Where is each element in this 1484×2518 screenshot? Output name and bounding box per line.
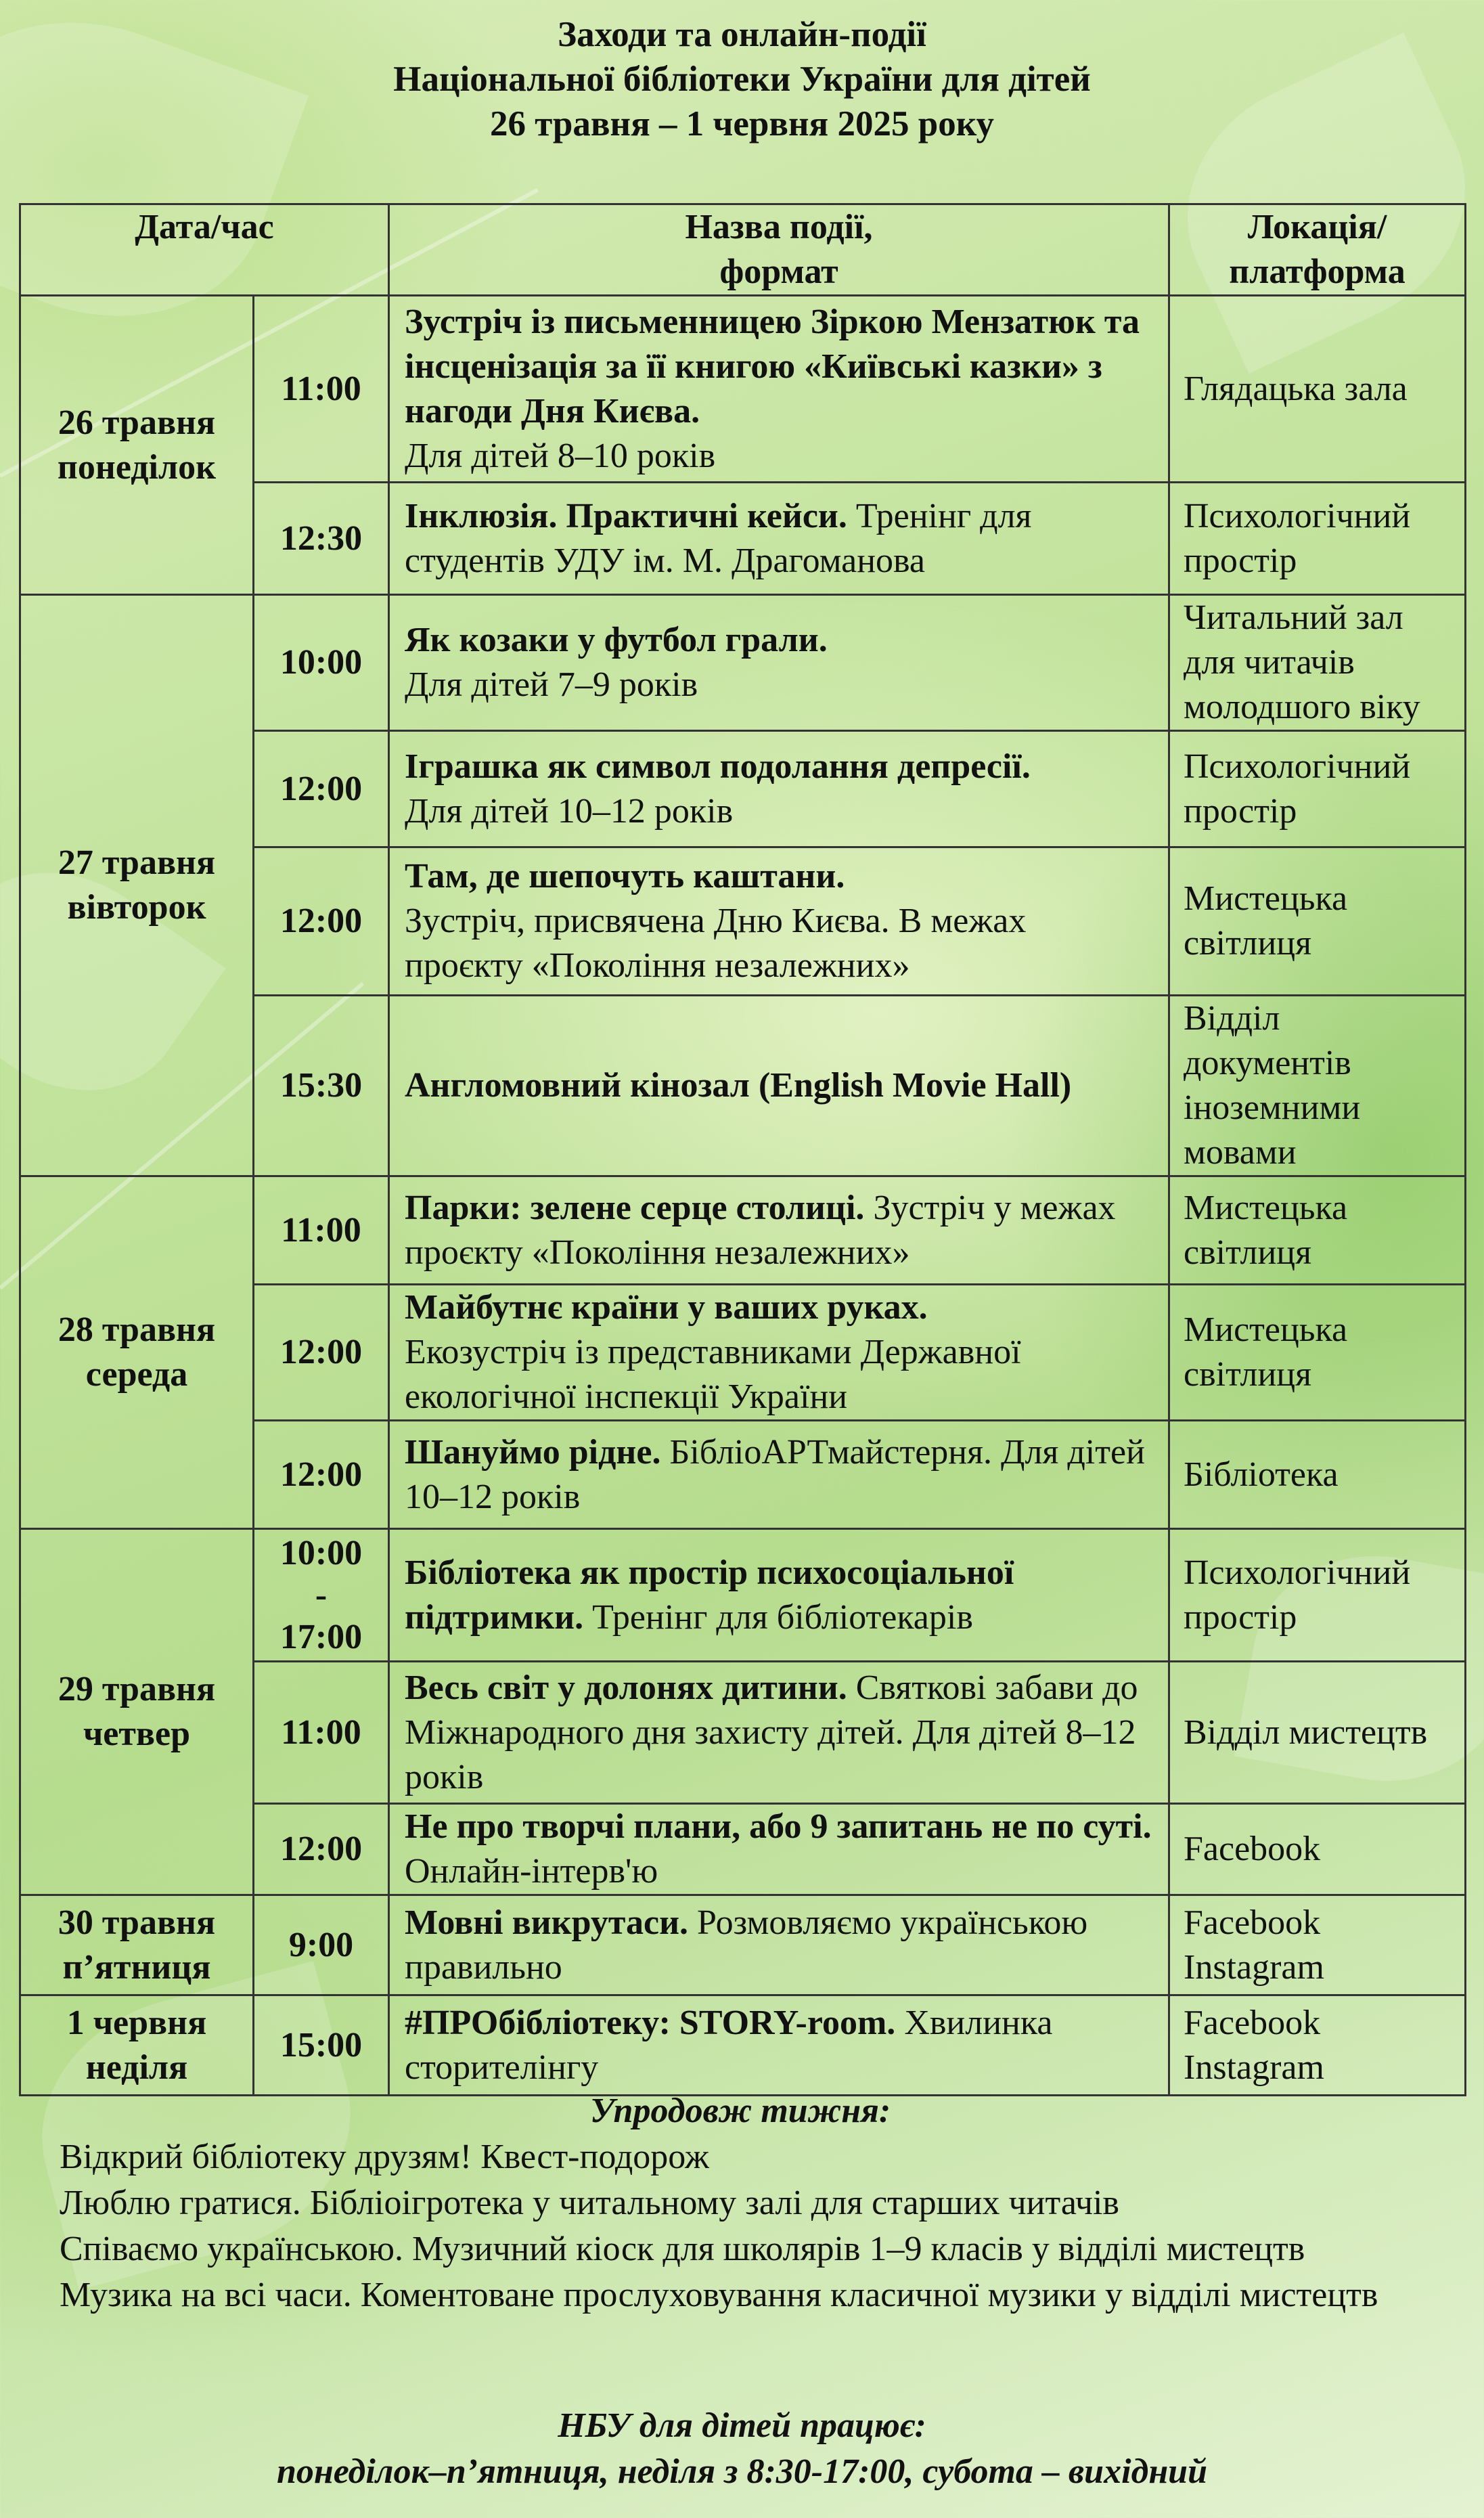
header-event: Назва події, формат: [389, 204, 1169, 296]
location-cell: Бібліотека: [1169, 1421, 1466, 1529]
event-description: Зустріч, присвячена Дню Києва. В межах проєкту «Покоління незалежних»: [405, 902, 1027, 985]
title-line-1: Заходи та онлайн-події: [558, 15, 926, 54]
time-cell: 12:00: [254, 1421, 389, 1529]
event-description: Для дітей 10–12 років: [405, 791, 734, 831]
location-cell: Відділ мистецтв: [1169, 1662, 1466, 1804]
event-cell: [389, 296, 1169, 483]
event-description: Для дітей 7–9 років: [405, 665, 698, 704]
table-row: [20, 595, 1466, 731]
event-description: Розмовляємо українською правильно: [405, 1903, 1088, 1987]
time-cell: 15:00: [254, 1995, 389, 2096]
list-item: Відкрий бібліотеку друзям! Квест-подорож: [60, 2138, 709, 2176]
event-title: Парки: зелене серце столиці.: [405, 1188, 865, 1227]
event-cell: [389, 1285, 1169, 1421]
time-cell: 12:00: [254, 1804, 389, 1895]
event-cell: [389, 1895, 1169, 1995]
event-description: Тренінг для студентів УДУ ім. М. Драгоманова: [405, 496, 1032, 580]
event-cell: [389, 1995, 1169, 2096]
location-cell: Психологічний простір: [1169, 1529, 1466, 1662]
time-cell: 12:00: [254, 847, 389, 996]
event-cell: [389, 1421, 1169, 1529]
list-item: Співаємо українською. Музичний кіоск для школярів 1–9 класів у відділі мистецтв: [60, 2230, 1305, 2268]
time-cell: 11:00: [254, 1176, 389, 1285]
event-title: Іграшка як символ подолання депресії.: [405, 747, 1031, 786]
working-hours-text: понеділок–п’ятниця, неділя з 8:30-17:00, субота – вихідний: [276, 2452, 1208, 2491]
location-cell: Мистецька світлиця: [1169, 1176, 1466, 1285]
title-line-3: 26 травня – 1 червня 2025 року: [490, 104, 994, 143]
time-cell: 10:00: [254, 595, 389, 731]
working-hours-title: НБУ для дітей працює:: [558, 2406, 926, 2445]
location-cell: Глядацька зала: [1169, 296, 1466, 483]
event-description: БібліоАРТмайстерня. Для дітей 10–12 років: [405, 1432, 1145, 1516]
event-cell: [389, 996, 1169, 1176]
event-title: Майбутнє країни у ваших руках.: [405, 1288, 928, 1327]
table-row: [20, 1176, 1466, 1285]
event-title: Як козаки у футбол грали.: [405, 621, 828, 659]
table-row: [20, 1529, 1466, 1662]
location-cell: Відділ документів іноземними мовами: [1169, 996, 1466, 1176]
table-row: [20, 296, 1466, 483]
event-title: #ПРОбібліотеку: STORY-room.: [405, 2003, 896, 2042]
location-cell: Мистецька світлиця: [1169, 1285, 1466, 1421]
list-item: Музика на всі часи. Коментоване прослуховування класичної музики у відділі мистецтв: [60, 2276, 1378, 2314]
event-title: Весь світ у долонях дитини.: [405, 1668, 847, 1707]
table-row: [20, 1995, 1466, 2096]
event-description: Для дітей 8–10 років: [405, 436, 716, 475]
day-cell: 30 травня п’ятниця: [20, 1895, 254, 1995]
weekly-activities: [60, 2088, 1421, 2318]
weekly-title: Упродовж тижня:: [589, 2092, 891, 2130]
events-table: [19, 203, 1466, 2096]
time-cell: 11:00: [254, 296, 389, 483]
location-cell: Facebook Instagram: [1169, 1995, 1466, 2096]
table-row: [20, 1895, 1466, 1995]
day-cell: 28 травня середа: [20, 1176, 254, 1529]
location-cell: Facebook Instagram: [1169, 1895, 1466, 1995]
time-cell: 15:30: [254, 996, 389, 1176]
location-cell: Психологічний простір: [1169, 731, 1466, 847]
event-cell: [389, 731, 1169, 847]
day-cell: 29 травня четвер: [20, 1529, 254, 1895]
title-line-2: Національної бібліотеки України для дітей: [393, 60, 1091, 99]
event-description: Святкові забави до Міжнародного дня захисту дітей. Для дітей 8–12 років: [405, 1668, 1138, 1796]
event-title: Шануймо рідне.: [405, 1432, 661, 1472]
location-cell: Психологічний простір: [1169, 483, 1466, 595]
event-title: Бібліотека як простір психосоціальної підтримки.: [405, 1553, 1014, 1637]
day-cell: 26 травня понеділок: [20, 296, 254, 595]
day-cell: 1 червня неділя: [20, 1995, 254, 2096]
event-cell: [389, 1804, 1169, 1895]
event-title: Зустріч із письменницею Зіркою Мензатюк та інсценізація за її книгою «Київські казки» з нагоди Дня Києва.: [405, 302, 1140, 430]
location-cell: Читальний зал для читачів молодшого віку: [1169, 595, 1466, 731]
page-title: [0, 12, 1484, 146]
working-hours: [0, 2403, 1484, 2495]
header-location: Локація/ платформа: [1169, 204, 1466, 296]
event-description: Екозустріч із представниками Державної екологічної інспекції України: [405, 1333, 1021, 1416]
event-title: Там, де шепочуть каштани.: [405, 857, 845, 896]
time-cell: 12:00: [254, 1285, 389, 1421]
event-description: Хвилинка сторителінгу: [405, 2003, 1053, 2087]
location-cell: Мистецька світлиця: [1169, 847, 1466, 996]
time-cell: 12:00: [254, 731, 389, 847]
location-cell: Facebook: [1169, 1804, 1466, 1895]
event-title: Англомовний кінозал (English Movie Hall): [405, 1066, 1072, 1105]
event-title: Інклюзія. Практичні кейси.: [405, 496, 847, 535]
event-cell: [389, 1176, 1169, 1285]
event-title: Не про творчі плани, або 9 запитань не по суті.: [405, 1807, 1152, 1846]
time-cell: 10:00 - 17:00: [254, 1529, 389, 1662]
header-datetime: Дата/час: [20, 204, 389, 296]
event-cell: [389, 847, 1169, 996]
time-cell: 9:00: [254, 1895, 389, 1995]
list-item: Люблю гратися. Бібліоігротека у читальному залі для старших читачів: [60, 2184, 1119, 2222]
event-cell: [389, 595, 1169, 731]
time-cell: 12:30: [254, 483, 389, 595]
table-header-row: [20, 204, 1466, 296]
event-description: Онлайн-інтерв'ю: [405, 1852, 658, 1891]
event-description: Зустріч у межах проєкту «Покоління незалежних»: [405, 1188, 1116, 1272]
time-cell: 11:00: [254, 1662, 389, 1804]
event-cell: [389, 483, 1169, 595]
event-cell: [389, 1529, 1169, 1662]
event-description: Тренінг для бібліотекарів: [592, 1597, 973, 1637]
day-cell: 27 травня вівторок: [20, 595, 254, 1176]
event-cell: [389, 1662, 1169, 1804]
event-title: Мовні викрутаси.: [405, 1903, 689, 1942]
